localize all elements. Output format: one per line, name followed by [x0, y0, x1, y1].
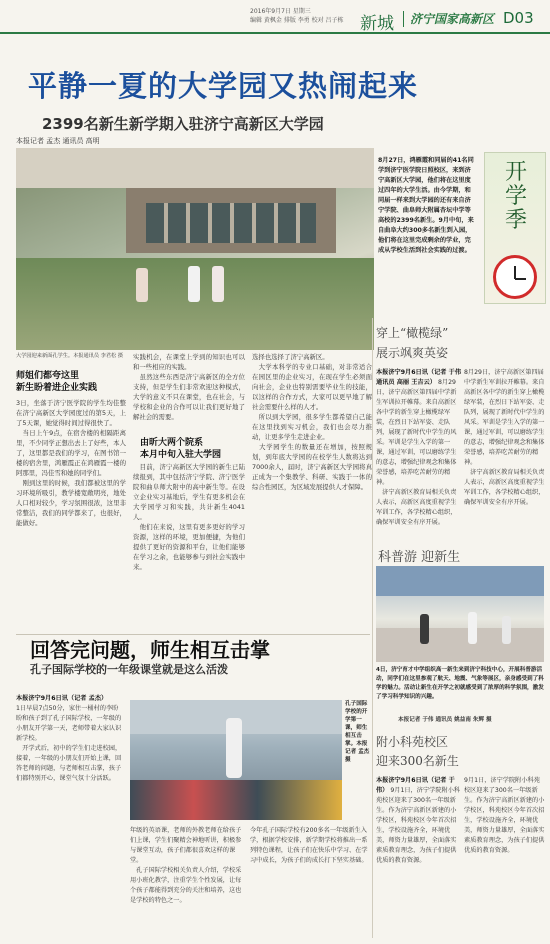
calligraphy-text: 开学季	[504, 160, 527, 233]
side3-column-1	[376, 776, 461, 938]
bottom-column-3: 今年孔子国际学校有200多名一年级新生入学，根据学校安排，新学期学校将推出一系列特色课程，让孩子们在快乐中学习、在学习中成长，为孩子们的成长打下坚实基础。	[250, 827, 368, 864]
side3-title-1: 附小科苑校区	[376, 735, 449, 749]
side1-column-1	[376, 368, 461, 568]
lead-column-1	[16, 370, 126, 632]
date-line: 2016年9月7日 星期三	[250, 8, 311, 15]
lead-intro: 8月27日，鸿雁霞和同届的41名同学到济宁医学院日照校区，来到济宁高新区大学园，他们将在这里度过四年的大学生活。由今学期，和同届一样来到大学园的还有来自济宁学院、曲阜师大附属杏坛中学等高校的2399名新生。9月中旬，来自曲阜大约300多名新生到入园，他们将在这里完成剩余的学业，完成从学校生活到社会实践的过渡。	[378, 157, 474, 254]
side3-title-2: 迎来300名新生	[376, 754, 459, 768]
side3-text: 9月1日，济宁学院附小科苑校区迎来了300名一年级新生。作为济宁高新区新建的小学校区，科苑校区今年首次招生，学校设施齐全，环境优美，师资力量雄厚，全面落实素质教育理念，为孩子们提供优质的教育资源。	[376, 787, 461, 864]
lead-photo-caption: 大学园迎来新面孔学生。本报通讯员 李君松 摄	[16, 353, 124, 359]
lead-subhead-2	[140, 437, 240, 461]
lead-column-2	[133, 352, 245, 632]
lead-subhead-1a: 师姐们都夸这里	[16, 371, 80, 381]
side1-text: 8月29日，济宁高新区第四届中学新生军训拉开帷幕。来自高新区各中学的新生穿上橄榄绿军装，在烈日下站军姿、走队列，展现了新时代中学生的风采。军训是学生入学的第一课，通过军训，可以磨练学生的意志，增强纪律观念和集体荣誉感，培养吃苦耐劳的精神。 济宁高新区教育局相关负责人表示，高新区高度重视学生军训工作，各学校精心组织，确保军训安全有序开展。	[376, 379, 457, 526]
lead-photo	[16, 148, 374, 350]
lead-column-3-text: 选择也选择了济宁高新区。 大学本科学的专业口基础，对非常适合在园区里的企业实习，在现在学生必须面向社会，企业也特别需要毕业生的技能，以这样的合作方式，大家可以更早地了解社会需要什么样的人才。 所以到大学园，很多学生都希望自己能在这里找到实习机会，我们也会尽力推动，让更多学生走进企业。 大学园学生的数量还在增加，按照规划，到年底大学园的在校学生人数将达到7000余人，届时，济宁高新区大学园将真正成为一个集教学、科研、实践于一体的综合性园区，为区域发展提供人才保障。	[252, 353, 372, 491]
lead-subhead-2b: 本月中旬入驻大学园	[140, 450, 222, 460]
special-section-name: 济宁国家高新区	[410, 12, 495, 26]
bottom-column-1	[16, 684, 124, 938]
staff-line: 编辑 黄枫金 排版 李勇 校对 吕子栋	[250, 17, 344, 24]
side3-byline: 本报济宁9月6日讯（记者 于伟）	[376, 777, 455, 794]
side3-column-2: 9月1日，济宁学院附小科苑校区迎来了300名一年级新生。作为济宁高新区新建的小学校区，科苑校区今年首次招生，学校设施齐全，环境优美，师资力量雄厚，全面落实素质教育理念，为孩子们提供优质的教育资源。	[464, 777, 545, 854]
side1-byline: 本报济宁9月6日讯（记者 于伟 通讯员 高丽 王吉云）	[376, 369, 462, 386]
lead-byline: 本报记者 孟杰 通讯员 高明	[16, 137, 100, 145]
side1-column-2: 8月29日，济宁高新区第四届中学新生军训拉开帷幕。来自高新区各中学的新生穿上橄榄绿军装，在烈日下站军姿、走队列，展现了新时代中学生的风采。军训是学生入学的第一课，通过军训，可以磨练学生的意志，增强纪律观念和集体荣誉感，培养吃苦耐劳的精神。 济宁高新区教育局相关负责人表示，高新区高度重视学生军训工作，各学校精心组织，确保军训安全有序开展。	[464, 369, 545, 506]
bottom-photo-caption: 孔子国际学校的开学第一课，师生相互击掌。本报记者 孟杰 摄	[345, 701, 370, 763]
side2-title: 科普游 迎新生	[378, 550, 461, 565]
bottom-text-1: 1日早晨7点50分，家住一桶村的李盼盼和孩子到了孔子国际学校，一年级的小朋友开学第一天，老师带着大家认识新学校。 开学式后，初中的学生们走进校园，接着，一年级的小朋友们开始上课，回答老师的问题，与老师相互击掌，孩子们都特别开心，课堂气氛十分活跃。	[16, 705, 122, 782]
bottom-subheadline: 孔子国际学校的一年级课堂就是这么活泼	[30, 663, 228, 676]
lead-headline: 平静一夏的大学园又热闹起来	[28, 69, 419, 103]
science-tour-photo	[376, 566, 544, 662]
side1-title-1: 穿上“橄榄绿”	[376, 326, 449, 340]
side2-credit: 本报记者 于伟 通讯员 姚益南 朱辉 摄	[398, 717, 492, 723]
bottom-headline: 回答完问题，师生相互击掌	[30, 638, 270, 662]
calligraphy-box	[484, 152, 546, 304]
bottom-column-2: 年级的英语课，老师的外教老师在给孩子们上课，学生们聚精会神地听讲，积极参与课堂互动，孩子们都很喜欢这样的课堂。 孔子国际学校相关负责人介绍，学校采用小班化教学，注重学生个性发展，让每个孩子都能得到充分的关注和培养，这也是学校的特色之一。	[130, 827, 242, 904]
side2-caption: 4日，济宁育才中学组织高一新生来到济宁科技中心，开展科普游活动，同学们在这里参观了航天、地震、气象等展区，亲身感受到了科学的魅力。活动让新生在开学之初就感受到了浓厚的科学氛围，激发了学习科学知识的兴趣。	[376, 667, 544, 700]
lead-subhead-1b: 新生盼着进企业实践	[16, 383, 98, 393]
lead-subheadline: 2399名新生新学期入驻济宁高新区大学园	[42, 115, 324, 133]
classroom-photo	[130, 700, 342, 820]
section-name: 新城	[360, 14, 394, 34]
page-number: D03	[503, 9, 534, 27]
lead-column-1-text: 3日，坐落于济宁医学院的学生均佳整在济宁高新区大学园度过的第5天，上了5天课，她觉得时间过得很快了。 当日上午9点，在宿舍楼的相隔距离里，不少同学正想出去上了好些，本人了，这里都是我们的学习，在图书馆一楼的宿舍里，鸿雁霞正在鸿雁霞一楼的阿那里，冯佳雪和她的同学们。 刚到这里的时候，我们都被这里的学习环境所吸引，教学楼宽敞明亮，地处人口相对较少，学习氛围很浓，这里非常整洁，我们的同学都来了，也很好，能做好。	[16, 399, 126, 527]
side-divider	[372, 318, 373, 938]
lead-subhead-2a: 由昕大两个院系	[140, 438, 204, 448]
lead-column-2-text: 实践机会，在课堂上学到的知识也可以和一些相应的实践。 虽然这些东西是济宁高新区的全方位支持，但是学生们非常欢迎这种模式，大学的意义不只在课堂，也在社会，与学校和企业的合作可以让我们更好地了解社会的需要。 目前，济宁高新区大学园的新生已陆续报到，其中包括济宁学院、济宁医学院和曲阜师大附中的高中新生等。在设立企业实习基地后，学生有更多机会在大学园学习和实践，共计新生4041人。 他们在来说，这里有更多更好的学习资源，这样的环境，更加便捷，为他们提供了更好的资源和平台，让他们能够在学习之余，也能够参与到社会实践中来。	[133, 353, 245, 571]
alarm-clock-icon	[493, 255, 537, 299]
lead-column-3	[252, 352, 372, 632]
side1-title-2: 展示飒爽英姿	[376, 346, 449, 360]
header-divider	[403, 11, 404, 27]
page-header	[0, 0, 550, 34]
bottom-byline: 本报济宁9月6日讯（记者 孟杰）	[16, 695, 108, 702]
